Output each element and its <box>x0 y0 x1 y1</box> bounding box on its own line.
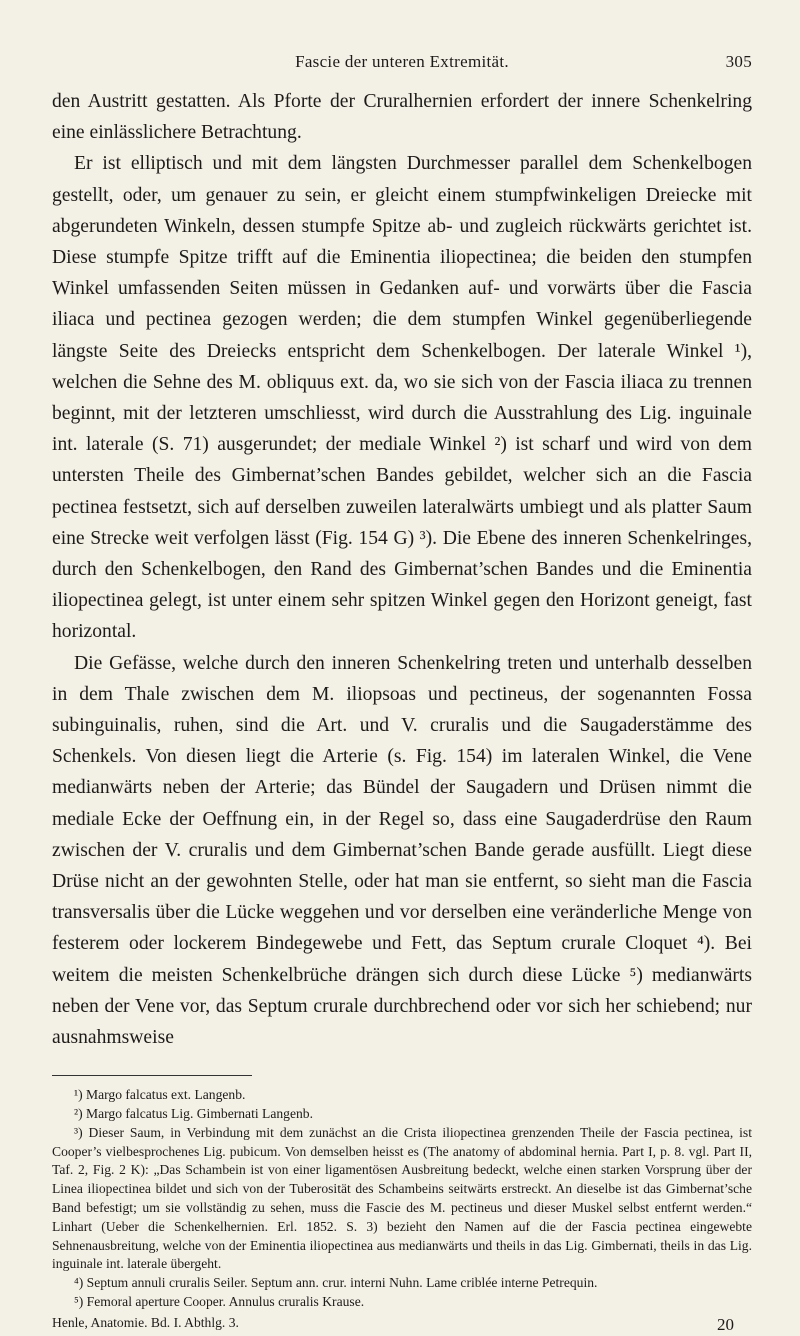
running-head <box>52 52 752 80</box>
footnote-rule <box>52 1075 252 1076</box>
paragraph: den Austritt gestatten. Als Pforte der Cruralhernien erfordert der innere Schenkelring eine einlässlichere Betrachtung. <box>52 91 752 144</box>
body-text <box>52 86 752 1053</box>
footnotes <box>52 1086 752 1312</box>
paragraph: Er ist elliptisch und mit dem längsten Durchmesser parallel dem Schenkelbogen gestellt, oder, um genauer zu sein, er gleicht einem stumpfwinkeligen Dreiecke mit abgerundeten Winkeln, dessen stumpfe Spitze ab- und zugleich rückwärts gerichtet ist. Diese stumpfe Spitze trifft auf die Eminentia iliopectinea; die beiden den stumpfen Winkel umfassenden Seiten müssen in Gedanken auf- und vorwärts über die Fascia iliaca und pectinea gezogen werden; die dem stumpfen Winkel gegenüberliegende längste Seite des Dreiecks entspricht dem Schenkelbogen. Der laterale Winkel ¹), welchen die Sehne des M. obliquus ext. da, wo sie sich von der Fascia iliaca zu trennen beginnt, mit der letzteren umschliesst, wird durch die Ausstrahlung des Lig. inguinale int. laterale (S. 71) ausgerundet; der mediale Winkel ²) ist scharf und wird von dem untersten Theile des Gimbernat’schen Bandes gebildet, welcher sich an die Fascia pectinea festsetzt, sich auf derselben zuweilen lateralwärts umbiegt und als platter Saum eine Strecke weit verfolgen lässt (Fig. 154 G) ³). Die Ebene des inneren Schenkelringes, durch den Schenkelbogen, den Rand des Gimbernat’schen Bandes und die Eminentia iliopectinea gelegt, ist unter einem sehr spitzen Winkel gegen den Horizont geneigt, fast horizontal. <box>52 153 752 643</box>
page-footer <box>52 1314 752 1332</box>
footnote: ²) Margo falcatus Lig. Gimbernati Langenb. <box>74 1106 313 1122</box>
page-number: 305 <box>725 52 752 71</box>
paragraph: Die Gefässe, welche durch den inneren Schenkelring treten und unterhalb desselben in dem Thale zwischen dem M. iliopsoas und pectineus, der sogenannten Fossa subinguinalis, ruhen, sind die Art. und V. cruralis und die Saugaderstämme des Schenkels. Von diesen liegt die Arterie (s. Fig. 154) im lateralen Winkel, die Vene medianwärts neben der Arterie; das Bündel der Saugadern und Drüsen nimmt die mediale Ecke der Oeffnung ein, in der Regel so, dass eine Saugaderdrüse den Raum zwischen der V. cruralis und dem Gimbernat’schen Bande gerade ausfüllt. Liegt diese Drüse nicht an der gewohnten Stelle, oder hat man sie entfernt, so sieht man die Fascia transversalis über die Lücke weggehen und vor derselben eine veränderliche Menge von festerem oder lockerem Bindegewebe und Fett, das Septum crurale Cloquet ⁴). Bei weitem die meisten Schenkelbrüche drängen sich durch diese Lücke ⁵) medianwärts neben der Vene vor, das Septum crurale durchbrechend oder vor sich her schiebend; nur ausnahmsweise <box>52 652 752 1049</box>
footnote: ⁴) Septum annuli cruralis Seiler. Septum ann. crur. interni Nuhn. Lame criblée interne Petrequin. <box>74 1275 598 1291</box>
imprint-line: Henle, Anatomie. Bd. I. Abthlg. 3. <box>52 1314 239 1330</box>
footnote: ³) Dieser Saum, in Verbindung mit dem zunächst an die Crista iliopectinea grenzenden Theile der Fascia pectinea, ist Cooper’s vielbesprochenes Lig. pubicum. Von demselben heisst es (The anatomy of abdominal hernia. Part I, p. 8. vgl. Part II, Taf. 2, Fig. 2 K): „Das Schambein ist von einer ligamentösen Ausbreitung bedeckt, welche einen starken Vorsprung über der Linea iliopectinea bildet und sich von der Tuberosität des Schambeins seitwärts erstreckt. An dieselbe ist das Gimbernat’sche Band befestigt; um sie vollständig zu sehen, muss die Fascie des M. pectineus und dieser Muskel selbst entfernt werden.“ Linhart (Ueber die Schenkelhernien. Erl. 1852. S. 3) bezieht den Namen auf die der Fascia pectinea eingewebte Sehnenausbreitung, welche von der Eminentia iliopectinea aus medianwärts und theils in das Lig. Gimbernati, theils in das Lig. inguinale int. laterale übergeht. <box>52 1124 752 1272</box>
signature-mark: 20 <box>717 1314 734 1334</box>
footnote: ⁵) Femoral aperture Cooper. Annulus cruralis Krause. <box>74 1294 365 1310</box>
footnote: ¹) Margo falcatus ext. Langenb. <box>74 1087 246 1103</box>
running-title: Fascie der unteren Extremität. <box>295 52 509 71</box>
